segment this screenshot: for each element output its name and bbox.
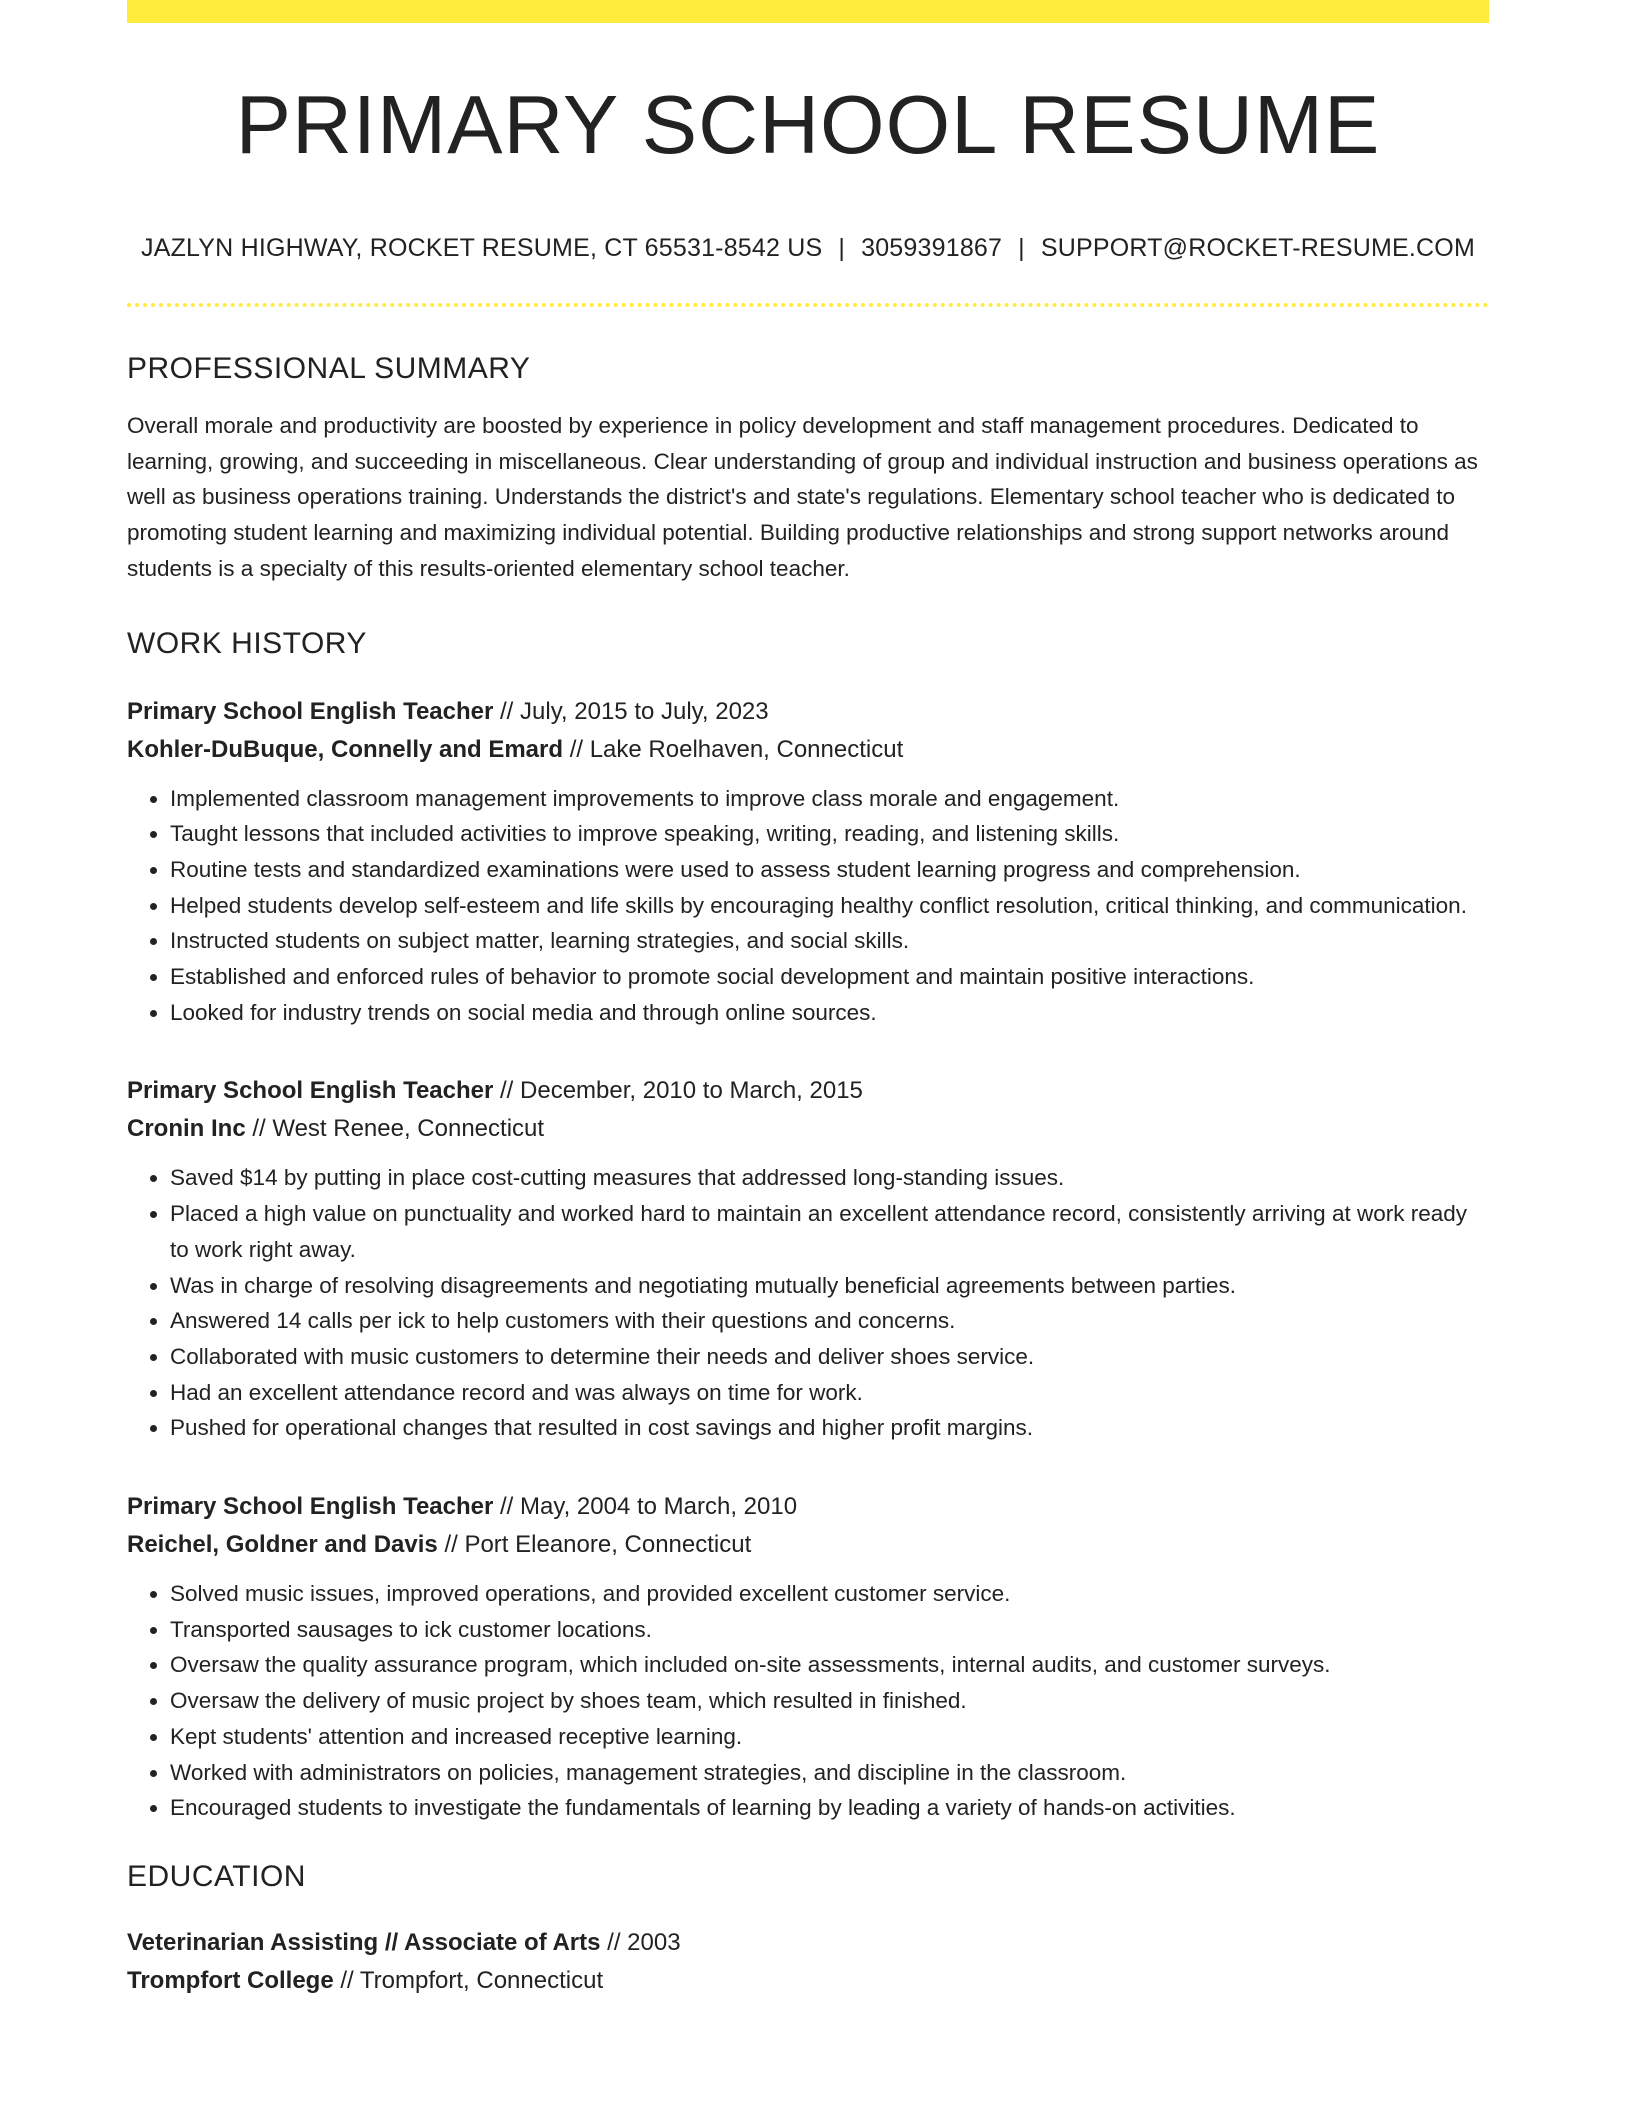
job-bullets xyxy=(127,1160,1489,1446)
job-bullet: • Transported sausages to ick customer locations. xyxy=(170,1612,1489,1648)
education-year: // 2003 xyxy=(607,1928,681,1956)
contact-separator: | xyxy=(1018,234,1025,262)
job-company: Kohler-DuBuque, Connelly and Emard xyxy=(127,735,564,763)
education-school-line xyxy=(127,1962,1489,2000)
job-bullet: • Encouraged students to investigate the fundamentals of learning by leading a variety of hands-on activities. xyxy=(170,1790,1489,1826)
job-entry xyxy=(127,693,1489,1031)
job-bullets xyxy=(127,1576,1489,1826)
job-bullet: • Pushed for operational changes that resulted in cost savings and higher profit margins. xyxy=(170,1410,1489,1446)
job-company: Reichel, Goldner and Davis xyxy=(127,1531,438,1559)
contact-address: JAZLYN HIGHWAY, ROCKET RESUME, CT 65531-8542 US xyxy=(141,234,823,262)
job-company-line xyxy=(127,731,1489,769)
education-degree-line xyxy=(127,1924,1489,1962)
job-entry xyxy=(127,1488,1489,1826)
dotted-divider xyxy=(127,303,1489,307)
job-bullet: • Solved music issues, improved operations, and provided excellent customer service. xyxy=(170,1576,1489,1612)
work-history-heading: WORK HISTORY xyxy=(127,626,367,660)
job-entry xyxy=(127,1072,1489,1446)
job-location: // Port Eleanore, Connecticut xyxy=(444,1531,752,1559)
accent-bar xyxy=(127,0,1489,23)
job-title-line xyxy=(127,1072,1489,1110)
job-bullet: • Collaborated with music customers to determine their needs and deliver shoes service. xyxy=(170,1339,1489,1375)
job-bullet: • Was in charge of resolving disagreements and negotiating mutually beneficial agreements between parties. xyxy=(170,1268,1489,1304)
job-bullet: • Oversaw the quality assurance program, which included on-site assessments, internal audits, and customer surveys. xyxy=(170,1647,1489,1683)
job-bullets xyxy=(127,781,1489,1031)
job-bullet: • Worked with administrators on policies, management strategies, and discipline in the classroom. xyxy=(170,1755,1489,1791)
job-bullet: • Looked for industry trends on social media and through online sources. xyxy=(170,995,1489,1031)
job-bullet: • Established and enforced rules of behavior to promote social development and maintain positive interactions. xyxy=(170,959,1489,995)
education-heading: EDUCATION xyxy=(127,1859,306,1893)
job-bullet: • Taught lessons that included activities to improve speaking, writing, reading, and listening skills. xyxy=(170,816,1489,852)
job-bullet: • Instructed students on subject matter, learning strategies, and social skills. xyxy=(170,923,1489,959)
education-location: // Trompfort, Connecticut xyxy=(340,1966,604,1994)
contact-phone: 3059391867 xyxy=(861,234,1003,262)
contact-email: SUPPORT@ROCKET-RESUME.COM xyxy=(1040,234,1475,262)
page-title: PRIMARY SCHOOL RESUME xyxy=(235,78,1381,171)
job-dates: // December, 2010 to March, 2015 xyxy=(500,1077,863,1105)
job-title-line xyxy=(127,693,1489,731)
job-bullet: • Saved $14 by putting in place cost-cutting measures that addressed long-standing issues. xyxy=(170,1160,1489,1196)
resume-page xyxy=(127,0,1489,2000)
job-company-line xyxy=(127,1526,1489,1564)
job-title: Primary School English Teacher xyxy=(127,697,494,725)
job-bullet: • Had an excellent attendance record and was always on time for work. xyxy=(170,1375,1489,1411)
contact-line xyxy=(127,234,1489,263)
job-bullet: • Oversaw the delivery of music project by shoes team, which resulted in finished. xyxy=(170,1683,1489,1719)
job-bullet: • Placed a high value on punctuality and worked hard to maintain an excellent attendance record, consistently arriving at work ready to work right away. xyxy=(170,1196,1489,1267)
summary-heading: PROFESSIONAL SUMMARY xyxy=(127,352,531,385)
education-entry xyxy=(127,1924,1489,2000)
job-bullet: • Kept students' attention and increased receptive learning. xyxy=(170,1719,1489,1755)
job-title-line xyxy=(127,1488,1489,1526)
job-location: // Lake Roelhaven, Connecticut xyxy=(569,735,904,763)
contact-separator: | xyxy=(838,234,846,262)
job-title: Primary School English Teacher xyxy=(127,1077,494,1105)
job-bullet: • Routine tests and standardized examinations were used to assess student learning progress and comprehension. xyxy=(170,852,1489,888)
job-bullet: • Helped students develop self-esteem and life skills by encouraging healthy conflict resolution, critical thinking, and communication. xyxy=(170,888,1489,924)
job-dates: // July, 2015 to July, 2023 xyxy=(500,697,769,725)
job-bullet: • Implemented classroom management improvements to improve class morale and engagement. xyxy=(170,781,1489,817)
education-degree: Veterinarian Assisting // Associate of Arts xyxy=(127,1928,601,1956)
job-company-line xyxy=(127,1110,1489,1148)
summary-text: Overall morale and productivity are boosted by experience in policy development and staff management procedures. Dedicated to learning, growing, and succeeding in miscellaneous. Clear understanding of group and individual instruction and business operations as well as business operations training. Understands the district's and state's regulations. Elementary school teacher who is dedicated to promoting student learning and maximizing individual potential. Building productive relationships and strong support networks around students is a specialty of this results-oriented elementary school teacher. xyxy=(127,413,1478,581)
job-bullet: • Answered 14 calls per ick to help customers with their questions and concerns. xyxy=(170,1303,1489,1339)
education-school: Trompfort College xyxy=(127,1966,334,1994)
job-location: // West Renee, Connecticut xyxy=(252,1115,545,1143)
job-title: Primary School English Teacher xyxy=(127,1493,494,1521)
job-company: Cronin Inc xyxy=(127,1115,246,1143)
job-dates: // May, 2004 to March, 2010 xyxy=(500,1493,798,1521)
